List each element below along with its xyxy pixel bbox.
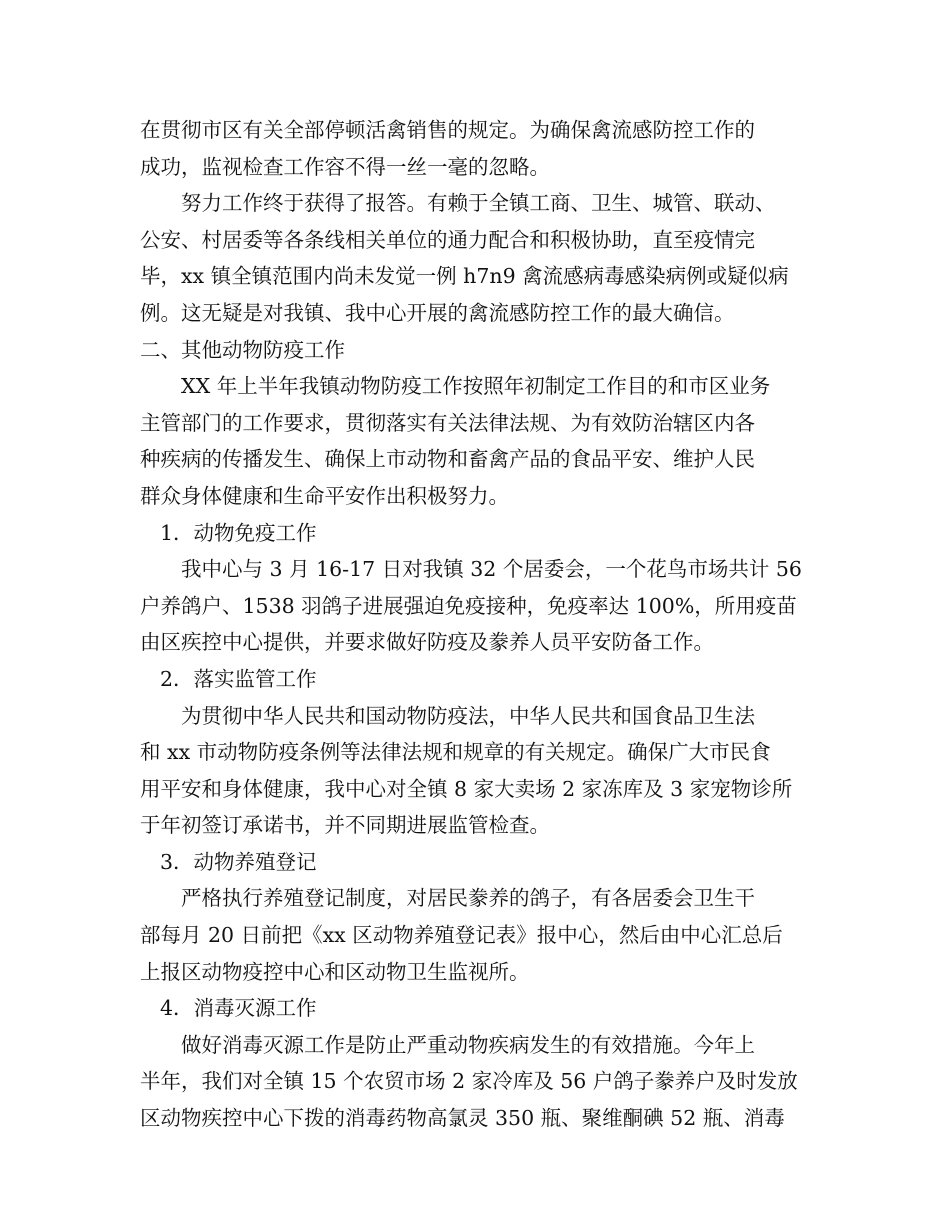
subsection-heading: 3．动物养殖登记	[160, 849, 317, 874]
section-heading: 二、其他动物防疫工作	[140, 337, 345, 362]
text-line: 半年，我们对全镇 15 个农贸市场 2 家冷库及 56 户鸽子豢养户及时发放	[140, 1069, 798, 1094]
text-line: 上报区动物疫控中心和区动物卫生监视所。	[140, 959, 530, 984]
text-line: 于年初签订承诺书，并不同期进展监管检查。	[140, 813, 550, 838]
text-line: 户养鸽户、1538 羽鸽子进展强迫免疫接种，免疫率达 100%，所用疫苗	[140, 593, 797, 618]
text-line: 为贯彻中华人民共和国动物防疫法，中华人民共和国食品卫生法	[181, 703, 755, 728]
text-line: 区动物疾控中心下拨的消毒药物高氯灵 350 瓶、聚维酮碘 52 瓶、消毒	[140, 1106, 785, 1131]
text-line: 主管部门的工作要求，贯彻落实有关法律法规、为有效防治辖区内各	[140, 410, 755, 435]
text-line: 由区疾控中心提供，并要求做好防疫及豢养人员平安防备工作。	[140, 630, 714, 655]
text-line: 用平安和身体健康，我中心对全镇 8 家大卖场 2 家冻库及 3 家宠物诊所	[140, 776, 793, 801]
text-line: 努力工作终于获得了报答。有赖于全镇工商、卫生、城管、联动、	[181, 191, 776, 216]
text-line: 种疾病的传播发生、确保上市动物和畜禽产品的食品平安、维护人民	[140, 447, 755, 472]
subsection-heading: 2．落实监管工作	[160, 666, 317, 691]
text-line: 成功，监视检查工作容不得一丝一毫的忽略。	[140, 154, 550, 179]
text-line: 在贯彻市区有关全部停顿活禽销售的规定。为确保禽流感防控工作的	[140, 118, 755, 142]
text-line: 严格执行养殖登记制度，对居民豢养的鸽子，有各居委会卫生干	[181, 886, 755, 911]
text-line: 例。这无疑是对我镇、我中心开展的禽流感防控工作的最大确信。	[140, 300, 735, 325]
text-line: XX 年上半年我镇动物防疫工作按照年初制定工作目的和市区业务	[181, 374, 771, 399]
text-line: 公安、村居委等各条线相关单位的通力配合和积极协助，直至疫情完	[140, 227, 755, 252]
document-body	[140, 112, 816, 1137]
subsection-heading: 1．动物免疫工作	[160, 520, 317, 545]
text-line: 群众身体健康和生命平安作出积极努力。	[140, 483, 509, 508]
text-line: 毕，xx 镇全镇范围内尚未发觉一例 h7n9 禽流感病毒感染病例或疑似病	[140, 264, 789, 289]
text-line: 和 xx 市动物防疫条例等法律法规和规章的有关规定。确保广大市民食	[140, 740, 771, 765]
text-line: 部每月 20 日前把《xx 区动物养殖登记表》报中心，然后由中心汇总后	[140, 923, 783, 948]
subsection-heading: 4．消毒灭源工作	[160, 996, 317, 1021]
text-line: 做好消毒灭源工作是防止严重动物疾病发生的有效措施。今年上	[181, 1032, 755, 1057]
text-line: 我中心与 3 月 16-17 日对我镇 32 个居委会，一个花鸟市场共计 56	[181, 557, 802, 582]
